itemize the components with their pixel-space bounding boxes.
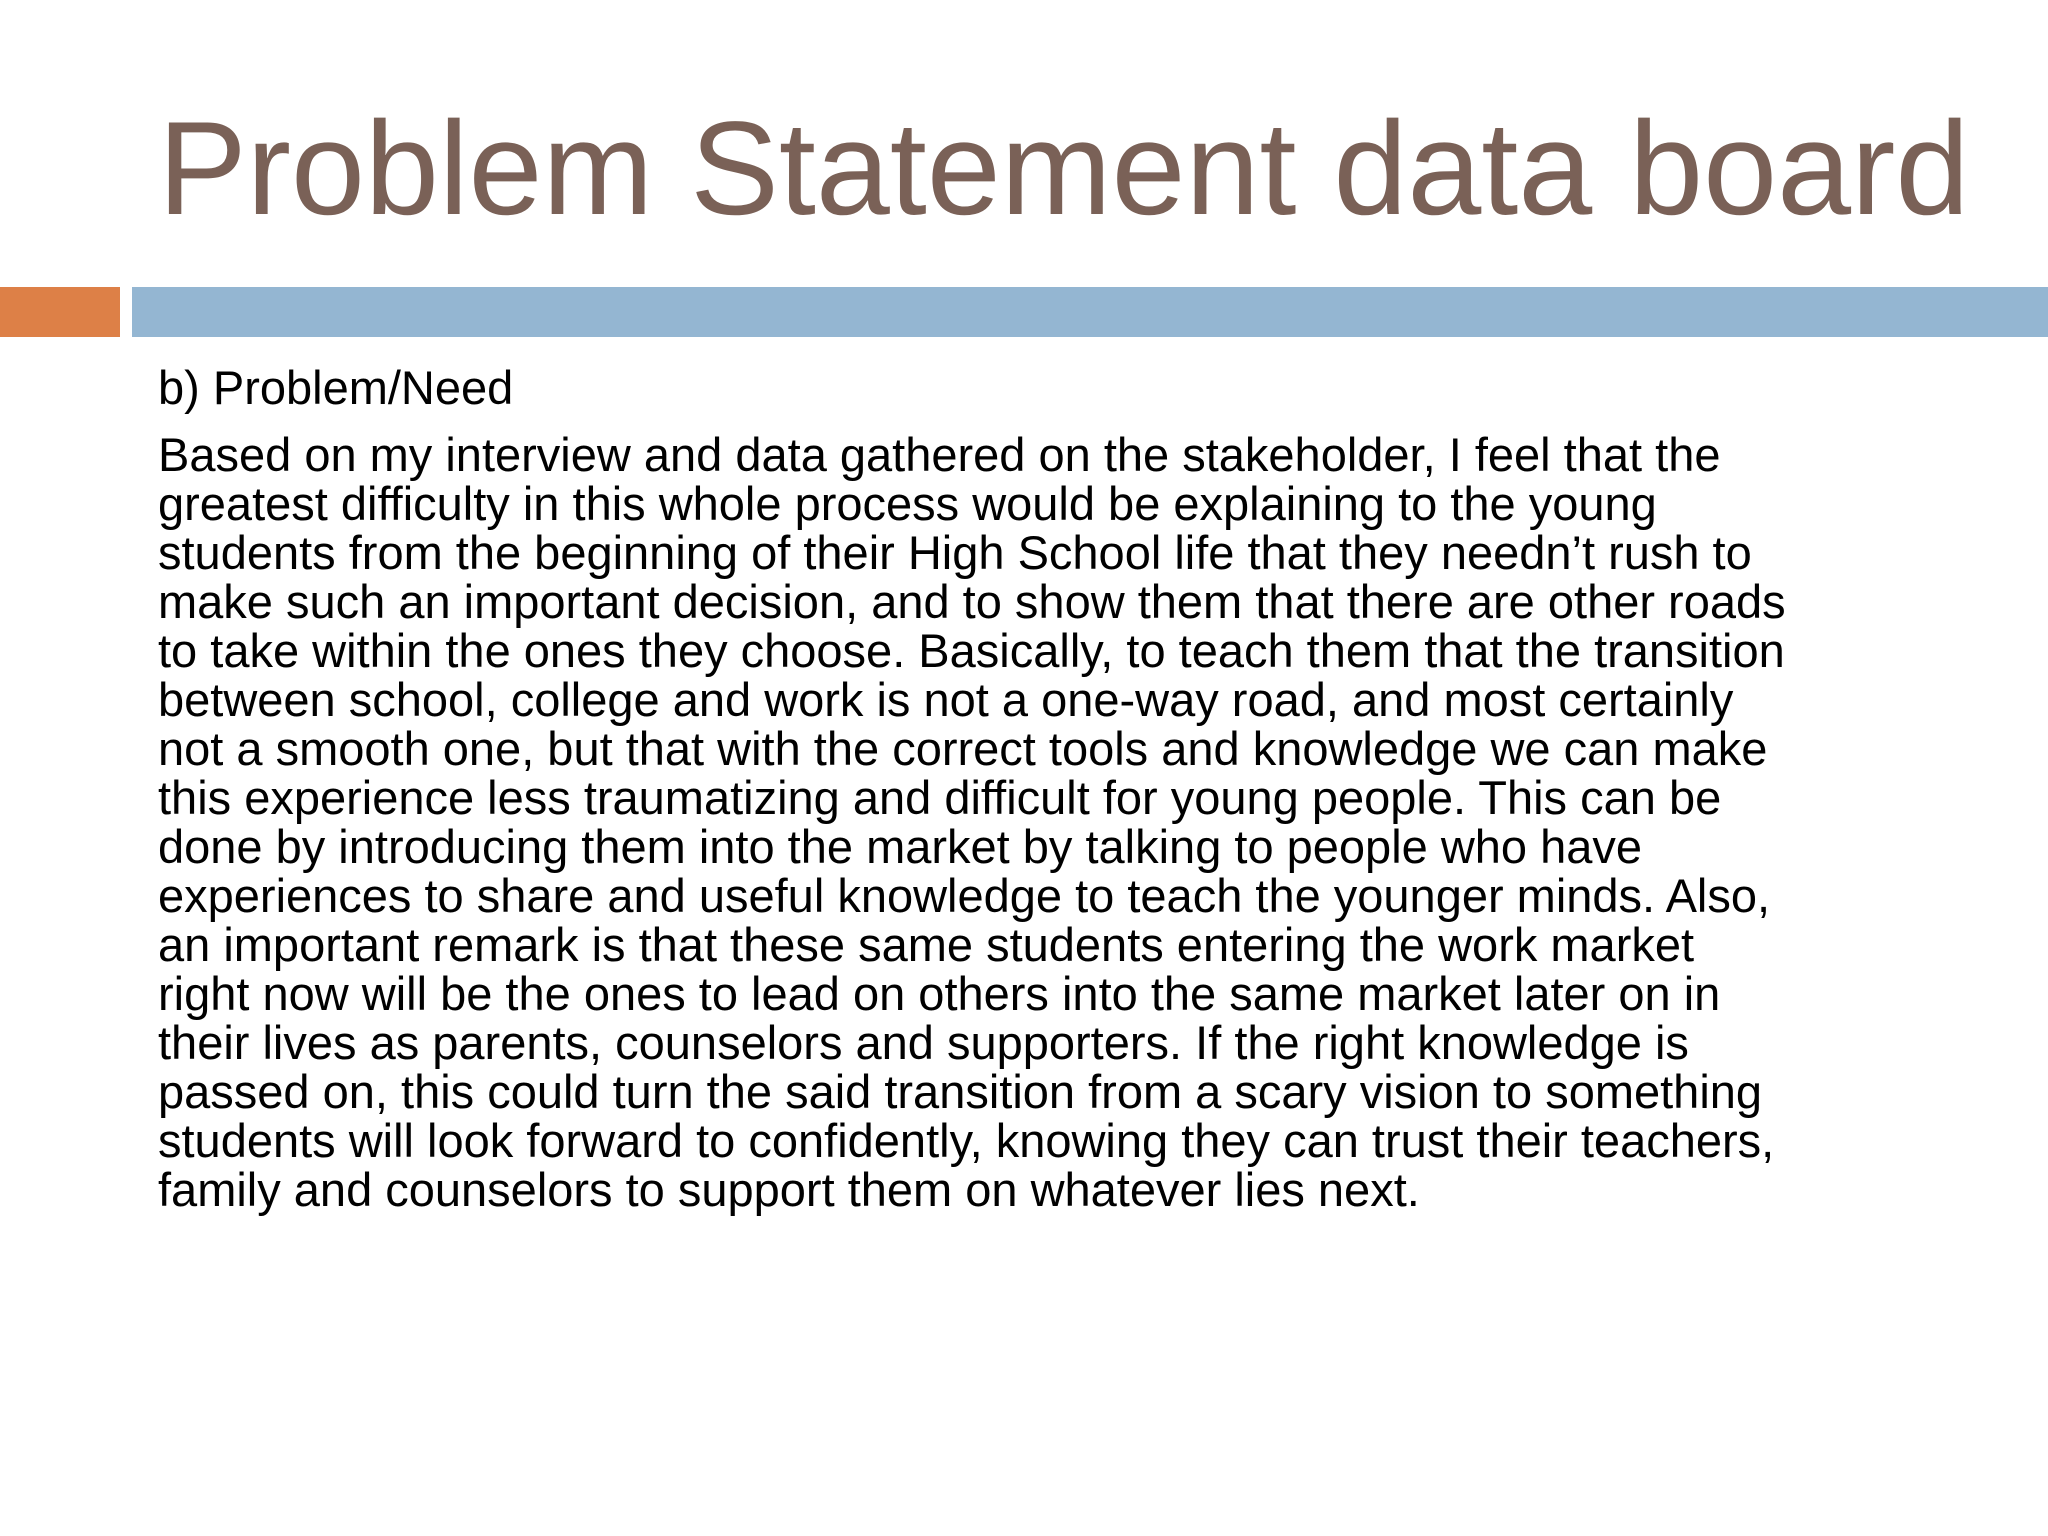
accent-bar-orange (0, 287, 120, 337)
body-line: not a smooth one, but that with the correct tools and knowledge we can make (158, 722, 1768, 775)
body-line: family and counselors to support them on whatever lies next. (158, 1163, 1420, 1216)
body-line: students from the beginning of their High School life that they needn’t rush to (158, 526, 1752, 579)
body-line: an important remark is that these same students entering the work market (158, 918, 1695, 971)
body-line: between school, college and work is not a one-way road, and most certainly (158, 673, 1734, 726)
slide-content (158, 360, 1978, 1214)
body-line: this experience less traumatizing and difficult for young people. This can be (158, 771, 1722, 824)
accent-bar-blue (132, 287, 2048, 337)
body-line: students will look forward to confidently, knowing they can trust their teachers, (158, 1114, 1775, 1167)
body-line: their lives as parents, counselors and supporters. If the right knowledge is (158, 1016, 1689, 1069)
body-line: passed on, this could turn the said transition from a scary vision to something (158, 1065, 1763, 1118)
slide-title: Problem Statement data board (158, 95, 1970, 243)
body-line: experiences to share and useful knowledge to teach the younger minds. Also, (158, 869, 1771, 922)
body-line: Based on my interview and data gathered on the stakeholder, I feel that the (158, 428, 1721, 481)
body-line: done by introducing them into the market by talking to people who have (158, 820, 1643, 873)
body-line: greatest difficulty in this whole process would be explaining to the young (158, 477, 1657, 530)
body-line: right now will be the ones to lead on others into the same market later on in (158, 967, 1721, 1020)
body-line: make such an important decision, and to show them that there are other roads (158, 575, 1786, 628)
body-line: to take within the ones they choose. Basically, to teach them that the transition (158, 624, 1785, 677)
section-subheading: b) Problem/Need (158, 361, 514, 414)
